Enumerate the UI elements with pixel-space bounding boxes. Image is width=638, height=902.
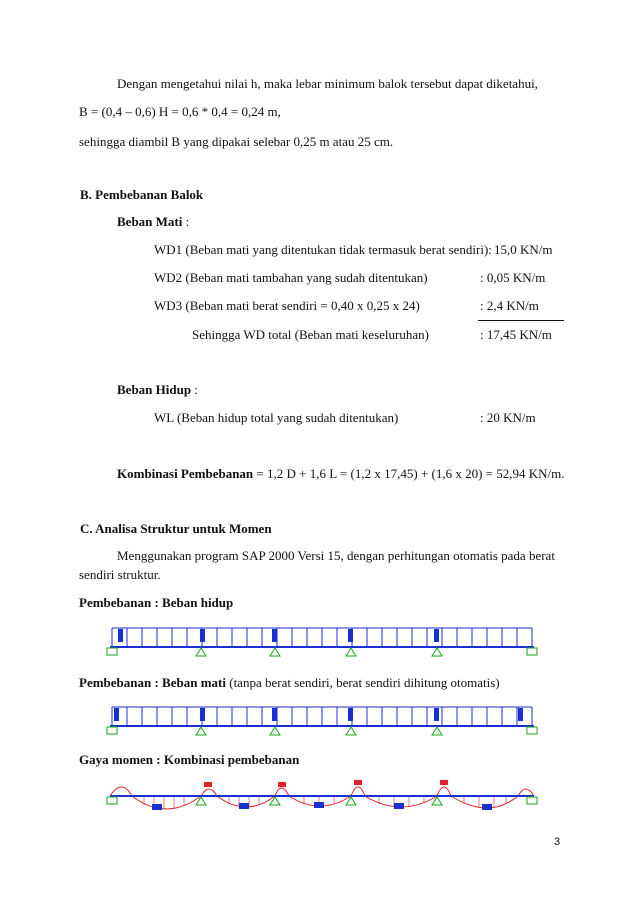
live-load-value-tags (118, 629, 439, 642)
moment-negative-tags (204, 780, 448, 787)
dead-load-caption (79, 675, 500, 691)
live-load-supports (107, 648, 537, 656)
wd-total-value: : 17,45 KN/m (480, 327, 552, 342)
combination-formula: = 1,2 D + 1,6 L = (1,2 x 17,45) + (1,6 x 20) = 52,94 KN/m. (253, 466, 565, 481)
wl-value: : 20 KN/m (480, 410, 536, 425)
dead-load-title: Beban Mati (117, 214, 183, 229)
dead-load-supports (107, 727, 537, 735)
dead-load-colon: : (182, 214, 190, 229)
live-load-colon: : (191, 382, 198, 397)
dead-load-heading (117, 214, 189, 230)
dead-load-value-tags (114, 708, 523, 721)
wd1-value: 15,0 KN/m (494, 242, 553, 257)
dead-load-caption-bold: Pembebanan : Beban mati (79, 675, 226, 690)
dead-load-caption-rest: (tanpa berat sendiri, berat sendiri dihitung otomatis) (225, 675, 500, 690)
sum-rule (478, 320, 564, 321)
dead-load-arrows (112, 707, 532, 725)
moment-diagram (104, 774, 540, 820)
wd1-label: WD1 (Beban mati yang ditentukan tidak termasuk berat sendiri): (154, 242, 492, 257)
combination-title: Kombinasi Pembebanan (117, 466, 254, 481)
moment-caption: Gaya momen : Kombinasi pembebanan (79, 752, 300, 767)
intro-line-2: B = (0,4 – 0,6) H = 0,6 * 0,4 = 0,24 m, (79, 104, 281, 119)
live-load-diagram (104, 619, 540, 659)
live-load-heading (117, 382, 198, 398)
wd3-label: WD3 (Beban mati berat sendiri = 0,40 x 0,25 x 24) (154, 298, 420, 313)
section-c-paragraph-line-1: Menggunakan program SAP 2000 Versi 15, dengan perhitungan otomatis pada berat (117, 548, 555, 563)
wd-total-label: Sehingga WD total (Beban mati keseluruhan) (192, 327, 429, 342)
wl-label: WL (Beban hidup total yang sudah ditentukan) (154, 410, 399, 425)
live-load-title: Beban Hidup (117, 382, 192, 397)
dead-load-diagram (104, 698, 540, 738)
wd2-value: : 0,05 KN/m (480, 270, 546, 285)
wd2-label: WD2 (Beban mati tambahan yang sudah ditentukan) (154, 270, 428, 285)
page-number: 3 (554, 836, 561, 848)
intro-line-1: Dengan mengetahui nilai h, maka lebar minimum balok tersebut dapat diketahui, (117, 76, 538, 91)
live-load-caption: Pembebanan : Beban hidup (79, 595, 234, 610)
combination-line (117, 466, 565, 482)
section-c-heading: C. Analisa Struktur untuk Momen (80, 521, 272, 536)
live-load-arrows (112, 628, 532, 646)
wd3-value: : 2,4 KN/m (480, 298, 539, 313)
section-c-paragraph-line-2: sendiri struktur. (79, 567, 161, 582)
section-b-heading: B. Pembebanan Balok (80, 187, 204, 202)
intro-line-3: sehingga diambil B yang dipakai selebar 0,25 m atau 25 cm. (79, 134, 394, 149)
